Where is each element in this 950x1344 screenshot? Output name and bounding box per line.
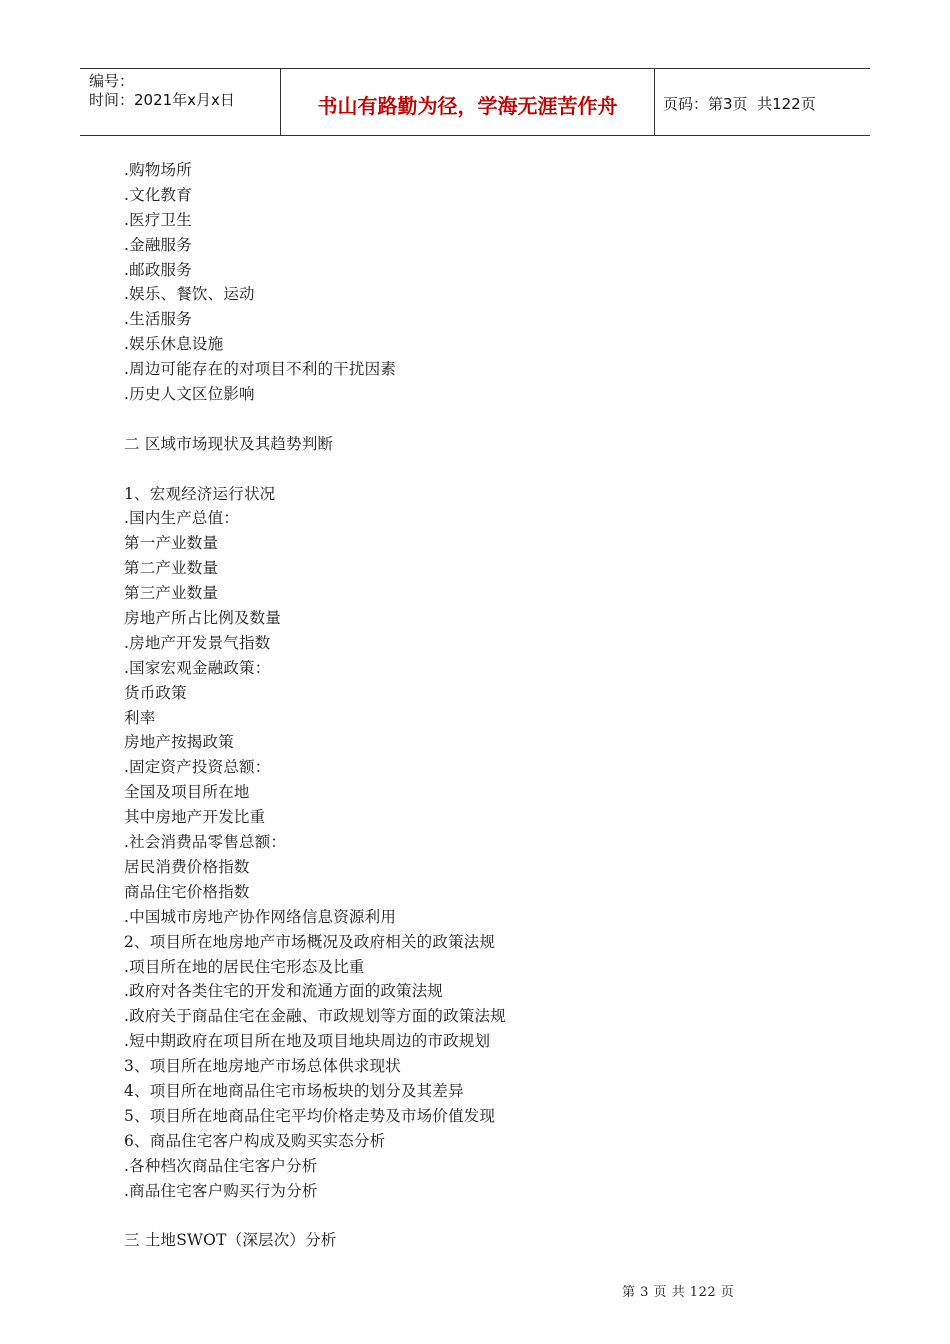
text-line: .商品住宅客户购买行为分析	[124, 1181, 318, 1200]
text-line: .购物场所	[124, 161, 192, 179]
text-line: .项目所在地的居民住宅形态及比重	[124, 957, 365, 976]
facility-list	[124, 158, 824, 407]
text-line: 房地产所占比例及数量	[124, 609, 282, 628]
text-line: .国家宏观金融政策：	[124, 658, 271, 677]
text-line: .医疗卫生	[124, 210, 192, 229]
text-line: .生活服务	[124, 310, 192, 329]
text-line: .历史人文区位影响	[124, 385, 255, 404]
header-page-info: 页码：第3页 共122页	[663, 94, 816, 113]
text-line: .中国城市房地产协作网络信息资源利用	[124, 907, 397, 926]
text-line: .政府关于商品住宅在金融、市政规划等方面的政策法规	[124, 1007, 506, 1026]
text-line: .娱乐、餐饮、运动	[124, 285, 255, 304]
text-line: .房地产开发景气指数	[124, 633, 271, 652]
time-label: 时间：2021年x月x日	[89, 91, 235, 109]
text-line: 第二产业数量	[124, 559, 219, 578]
number-label: 编号：	[89, 72, 135, 90]
section-heading: 二 区域市场现状及其趋势判断	[124, 434, 334, 453]
header-meta	[80, 69, 281, 135]
text-line: 全国及项目所在地	[124, 783, 250, 802]
text-line: 2、项目所在地房地产市场概况及政府相关的政策法规	[124, 932, 496, 951]
text-line: .政府对各类住宅的开发和流通方面的政策法规	[124, 982, 444, 1001]
text-line: .短中期政府在项目所在地及项目地块周边的市政规划	[124, 1032, 491, 1051]
text-line: .固定资产投资总额：	[124, 758, 271, 777]
text-line: .金融服务	[124, 235, 192, 254]
page-footer: 第 3 页 共 122 页	[622, 1285, 735, 1300]
spacer	[124, 457, 824, 482]
text-line: 1、宏观经济运行状况	[124, 484, 276, 503]
text-line: 第三产业数量	[124, 584, 219, 603]
header-motto: 书山有路勤为径，学海无涯苦作舟	[281, 69, 655, 135]
text-line: .社会消费品零售总额：	[124, 833, 287, 852]
text-line: 6、商品住宅客户构成及购买实态分析	[124, 1131, 386, 1150]
section-heading: 三 土地SWOT（深层次）分析	[124, 1231, 337, 1250]
market-analysis-list	[124, 482, 824, 1204]
text-line: 3、项目所在地房地产市场总体供求现状	[124, 1057, 401, 1076]
text-line: 4、项目所在地商品住宅市场板块的划分及其差异	[124, 1081, 464, 1100]
text-line: 其中房地产开发比重	[124, 808, 266, 827]
text-line: .各种档次商品住宅客户分析	[124, 1156, 318, 1175]
text-line: .娱乐休息设施	[124, 335, 224, 354]
text-line: .国内生产总值：	[124, 509, 240, 528]
text-line: 货币政策	[124, 683, 187, 702]
text-line: 第一产业数量	[124, 534, 219, 553]
page-header	[80, 68, 870, 136]
text-line: 5、项目所在地商品住宅平均价格走势及市场价值发现	[124, 1106, 496, 1125]
spacer	[124, 1203, 824, 1228]
text-line: 利率	[124, 708, 156, 727]
spacer	[124, 407, 824, 432]
text-line: .邮政服务	[124, 260, 192, 279]
text-line: .文化教育	[124, 185, 192, 204]
text-line: 居民消费价格指数	[124, 857, 250, 876]
document-body	[124, 158, 824, 1253]
text-line: .周边可能存在的对项目不利的干扰因素	[124, 360, 397, 379]
text-line: 商品住宅价格指数	[124, 882, 250, 901]
text-line: 房地产按揭政策	[124, 733, 234, 752]
